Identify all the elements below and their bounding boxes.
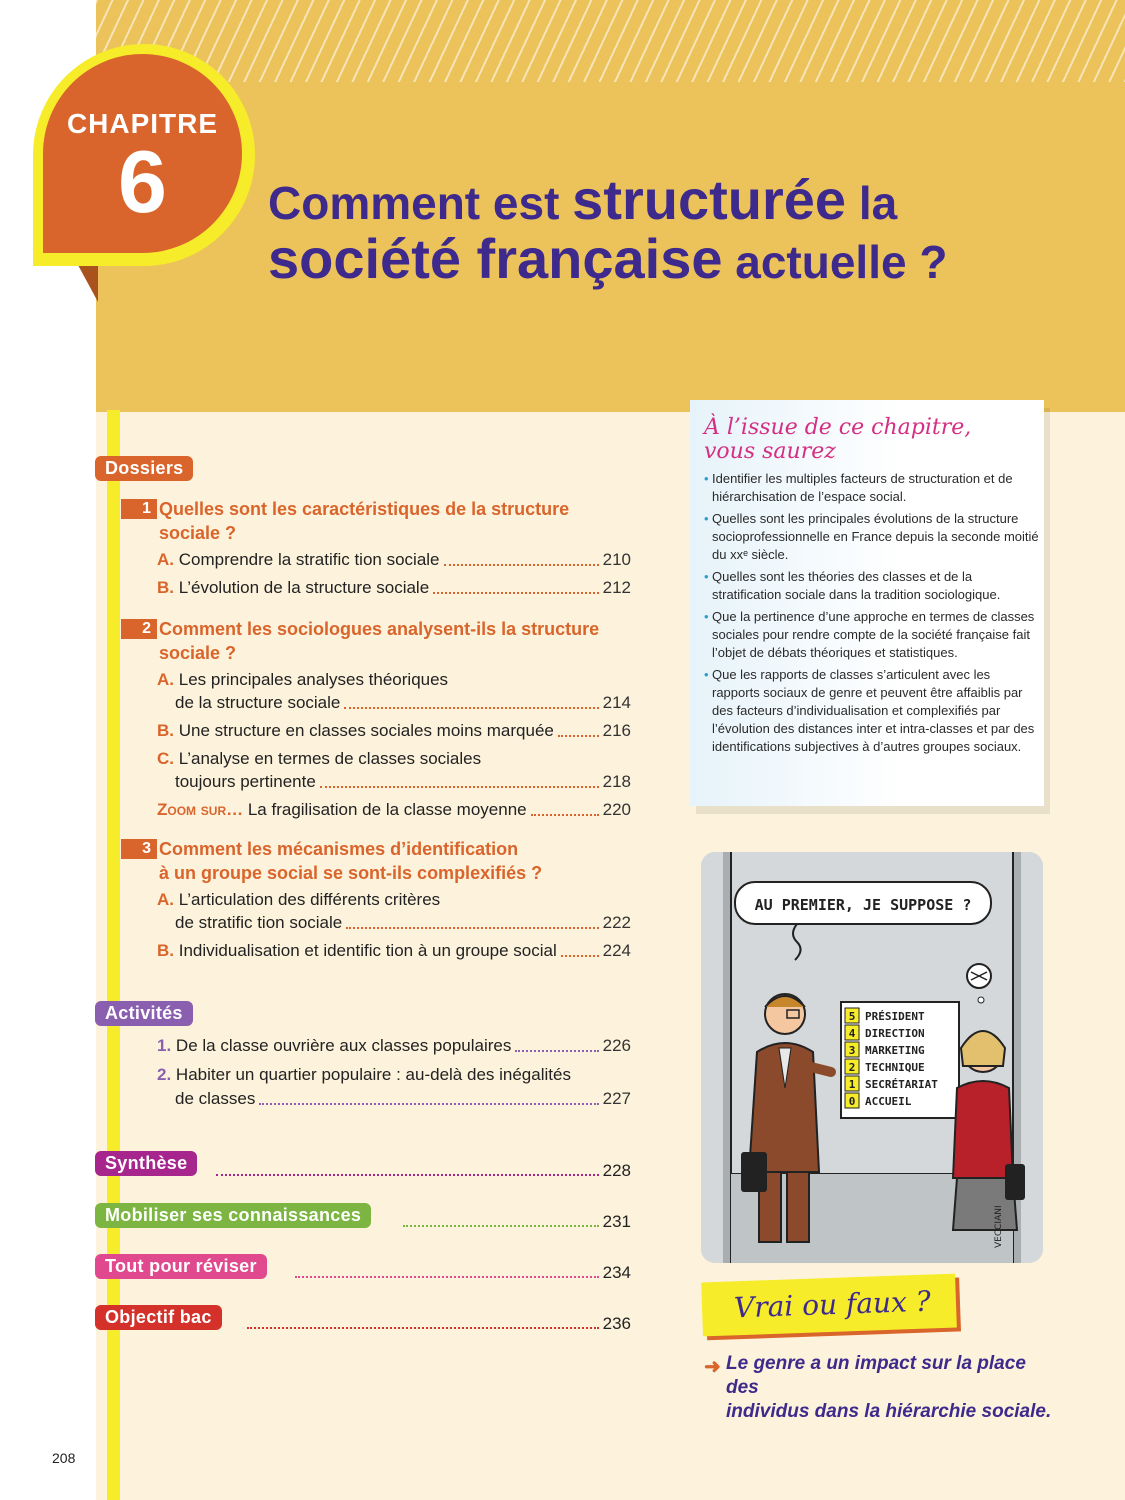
svg-text:0: 0 xyxy=(848,1095,856,1108)
toc-entry[interactable]: 231 xyxy=(399,1207,631,1232)
objective-item: • Identifier les multiples facteurs de structuration et de hiérarchisation de l’espace social. xyxy=(704,470,1040,506)
toc-entry[interactable]: de la structure sociale 214 xyxy=(175,693,631,712)
toc-entry-line1: C. L’analyse en termes de classes sociales xyxy=(157,749,482,768)
objective-item: • Que les rapports de classes s’articulent avec les rapports sociaux de genre et peuvent être affaiblis par des facteurs d’individualisation et complexifiés par l’évolution des distances inter et intra-classes et par des identifications subjectives à d’autres groupes sociaux. xyxy=(704,666,1040,756)
toc-entry[interactable]: B. Individualisation et identific tion à un groupe social 224 xyxy=(157,941,631,960)
chapter-title xyxy=(268,168,1098,290)
arrow-right-icon: ➜ xyxy=(704,1356,721,1378)
title-part: la xyxy=(846,177,898,229)
objectives-list xyxy=(704,470,1040,760)
dossier-number: 2 xyxy=(121,619,157,639)
chapter-badge xyxy=(43,54,242,253)
objective-item: • Quelles sont les théories des classes et de la stratification sociale dans la tradition sociologique. xyxy=(704,568,1040,604)
svg-text:MARKETING: MARKETING xyxy=(865,1044,925,1057)
dossier-title[interactable]: Comment les mécanismes d’identification à un groupe social se sont-ils complexifiés ? xyxy=(159,839,543,883)
objectives-title: À l’issue de ce chapitre, vous saurez xyxy=(704,415,972,464)
tout-pour-reviser-heading[interactable]: Tout pour réviser xyxy=(95,1254,267,1279)
mobiliser-heading[interactable]: Mobiliser ses connaissances xyxy=(95,1203,371,1228)
title-emphasis: structurée xyxy=(572,168,847,231)
objectif-bac-heading[interactable]: Objectif bac xyxy=(95,1305,222,1330)
toc-entry[interactable]: 234 xyxy=(291,1258,631,1283)
vrai-faux-label: Vrai ou faux ? xyxy=(733,1284,932,1325)
title-part: Comment est xyxy=(268,177,573,229)
toc-entry-line1: 2. Habiter un quartier populaire : au-delà des inégalités xyxy=(157,1065,571,1084)
svg-text:ACCUEIL: ACCUEIL xyxy=(865,1095,912,1108)
toc-entry-line1: A. L’articulation des différents critères xyxy=(157,890,441,909)
toc-entry[interactable]: de stratific tion sociale 222 xyxy=(175,913,631,932)
toc-entry[interactable]: B. Une structure en classes sociales moins marquée 216 xyxy=(157,721,631,740)
speech-bubble-text: AU PREMIER, JE SUPPOSE ? xyxy=(754,896,972,914)
title-part: actuelle ? xyxy=(722,236,948,288)
svg-text:2: 2 xyxy=(848,1061,856,1074)
dossiers-heading: Dossiers xyxy=(95,456,193,481)
elevator-cartoon xyxy=(701,852,1043,1263)
toc-entry-line1: A. Les principales analyses théoriques xyxy=(157,670,449,689)
chapter-label: CHAPITRE xyxy=(66,108,219,139)
objective-item: • Quelles sont les principales évolutions de la structure socioprofessionnelle en France depuis la seconde moitié du xxᵉ siècle. xyxy=(704,510,1040,564)
objective-item: • Que la pertinence d’une approche en termes de classes sociales pour rendre compte de la société française fait l’objet de débats théoriques et statistiques. xyxy=(704,608,1040,662)
synthese-heading[interactable]: Synthèse xyxy=(95,1151,197,1176)
cartoon-signature: VECCIANI xyxy=(994,1205,1004,1248)
dossier-title[interactable]: Quelles sont les caractéristiques de la structure sociale ? xyxy=(159,499,570,543)
toc-entry[interactable]: A. Comprendre la stratific tion sociale 210 xyxy=(157,550,631,569)
toc-entry[interactable]: 1. De la classe ouvrière aux classes populaires 226 xyxy=(157,1036,631,1055)
svg-text:SECRÉTARIAT: SECRÉTARIAT xyxy=(865,1078,938,1091)
vrai-faux-statement: Le genre a un impact sur la place des individus dans la hiérarchie sociale. xyxy=(726,1353,1052,1422)
svg-text:3: 3 xyxy=(848,1044,856,1057)
toc-entry[interactable]: 228 xyxy=(212,1156,631,1181)
toc-entry-zoom[interactable]: Zoom sur… La fragilisation de la classe moyenne 220 xyxy=(157,800,631,819)
toc-entry[interactable]: B. L’évolution de la structure sociale 212 xyxy=(157,578,631,597)
dossier-number: 3 xyxy=(121,839,157,859)
toc-entry[interactable]: de classes 227 xyxy=(175,1089,631,1108)
cartoon-drawing xyxy=(701,852,1043,1263)
chapter-number: 6 xyxy=(118,132,167,231)
page-number: 208 xyxy=(52,1450,76,1466)
toc-entry[interactable]: toujours pertinente 218 xyxy=(175,772,631,791)
dossier-title[interactable]: Comment les sociologues analysent-ils la structure sociale ? xyxy=(159,619,600,663)
activites-heading: Activités xyxy=(95,1001,193,1026)
title-emphasis: société française xyxy=(268,227,723,290)
svg-text:DIRECTION: DIRECTION xyxy=(865,1027,925,1040)
svg-text:PRÉSIDENT: PRÉSIDENT xyxy=(865,1010,925,1023)
svg-text:5: 5 xyxy=(848,1010,856,1023)
svg-text:TECHNIQUE: TECHNIQUE xyxy=(865,1061,925,1074)
dossier-number: 1 xyxy=(121,499,157,519)
svg-text:4: 4 xyxy=(848,1027,856,1040)
svg-text:1: 1 xyxy=(848,1078,856,1091)
toc-entry[interactable]: 236 xyxy=(243,1309,631,1334)
side-rule xyxy=(107,410,120,1500)
